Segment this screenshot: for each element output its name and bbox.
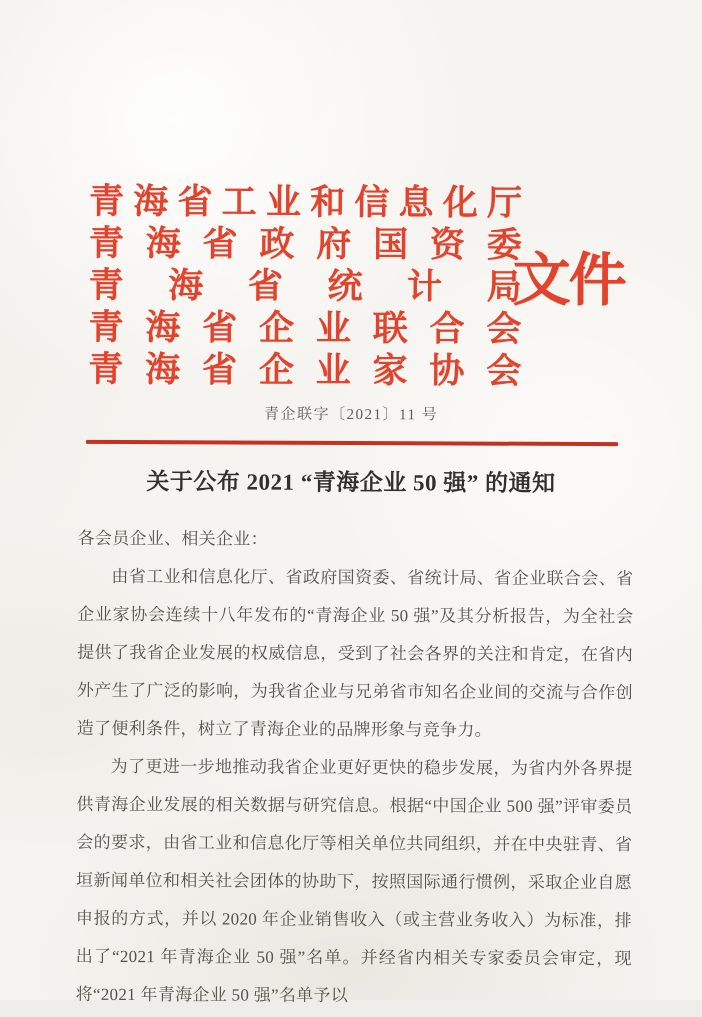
document-title: 关于公布 2021 “青海企业 50 强” 的通知 xyxy=(146,469,556,496)
salutation: 各会员企业、相关企业： xyxy=(77,528,268,549)
red-divider-line xyxy=(86,440,618,446)
doc-type-label: 文件 xyxy=(512,247,625,314)
org-line-3: 青 海 省 统 计 局 xyxy=(88,265,522,307)
org-line-5: 青 海 省 企 业 家 协 会 xyxy=(88,349,522,391)
paragraph-2: 为了更进一步地推动我省企业更好更快的稳步发展，为省内外各界提供青海企业发展的相关数据与研究信息。根据“中国企业 500 强”评审委员会的要求，由省工业和信息化厅等相关单位共同组织，并在中央驻青、省垣新闻单位和相关社会团体的协助下，按照国际通行惯例，采取企业自愿申报的方式，并以 2020 年企业销售收入（或主营业务收入）为标准，排出了“2021 年青海企业 50 强”名单。并经省内相关专家委员会审定，现将“2021 年青海企业 50 强”名单予以 xyxy=(75,756,633,1005)
org-line-2: 青 海 省 政 府 国 资 委 xyxy=(88,223,522,265)
org-line-1: 青 海 省 工 业 和 信 息 化 厅 xyxy=(88,181,523,223)
doc-number: 青企联字〔2021〕11 号 xyxy=(264,406,439,424)
org-line-4: 青 海 省 企 业 联 合 会 xyxy=(88,307,522,349)
paragraph-1: 由省工业和信息化厅、省政府国资委、省统计局、省企业联合会、省企业家协会连续十八年发布的“青海企业 50 强”及其分析报告，为全社会提供了我省企业发展的权威信息，受到了社会各界的关注和肯定，在省内外产生了广泛的影响，为我省企业与兄弟省市知名企业间的交流与合作创造了便利条件，树立了青海企业的品牌形象与竞争力。 xyxy=(76,566,634,740)
document-body xyxy=(76,520,634,1016)
red-letterhead xyxy=(88,180,522,392)
